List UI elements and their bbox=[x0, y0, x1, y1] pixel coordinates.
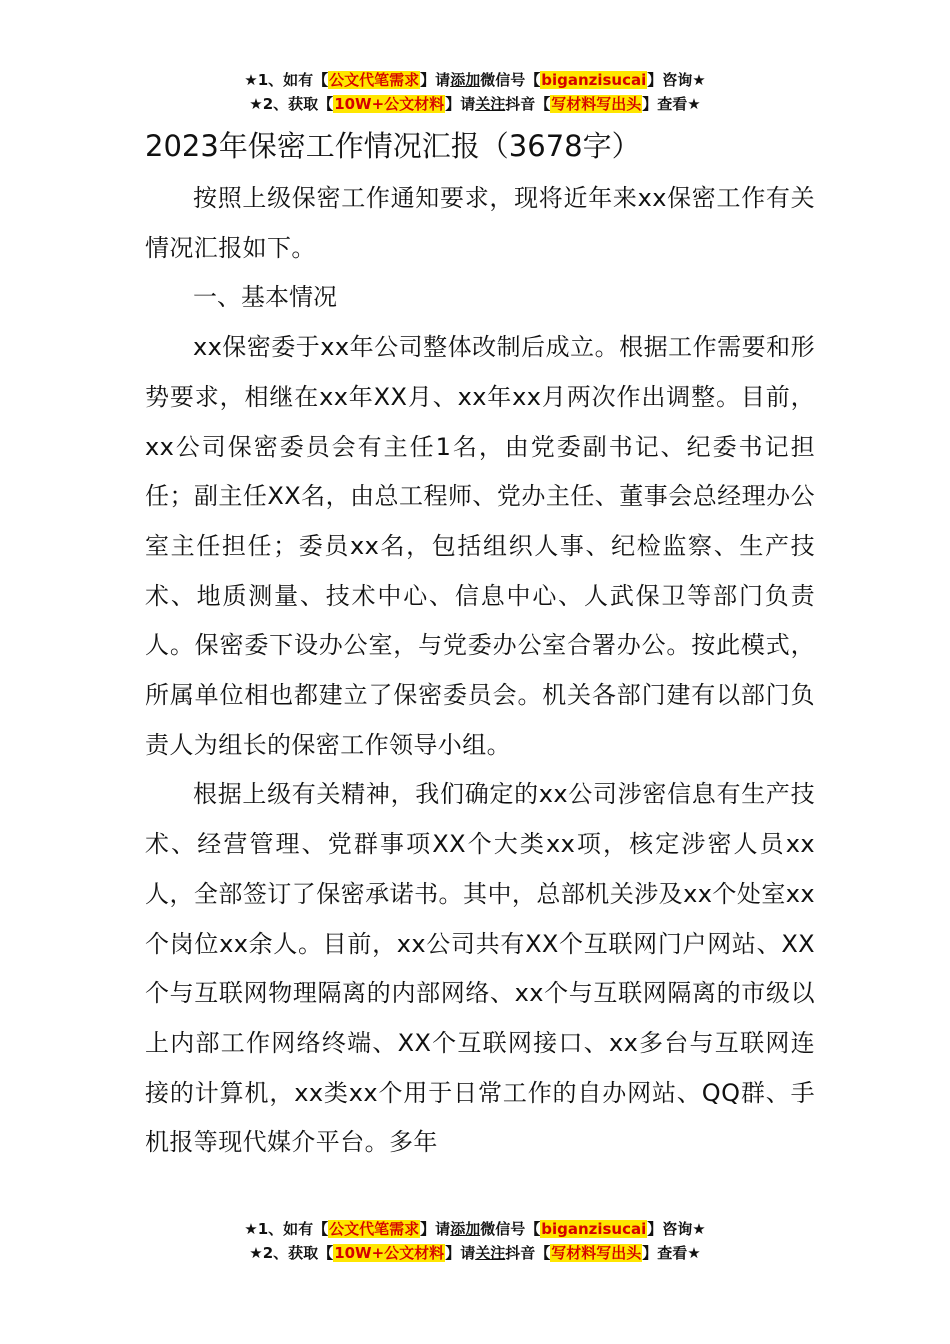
header-banner bbox=[0, 68, 950, 116]
banner-line-1 bbox=[0, 68, 950, 92]
banner-text: 】请 bbox=[420, 71, 451, 89]
footer-banner bbox=[0, 1217, 950, 1265]
banner-text: 】请 bbox=[445, 1244, 476, 1262]
banner-text: ★1、如有【 bbox=[244, 1220, 329, 1238]
section-heading: 一、基本情况 bbox=[193, 283, 337, 312]
banner-highlight: 10W+公文材料 bbox=[334, 1244, 445, 1262]
intro-paragraph: 按照上级保密工作通知要求，现将近年来xx保密工作有关情况汇报如下。 bbox=[145, 184, 815, 262]
banner-line-2 bbox=[0, 92, 950, 116]
banner-highlight: biganzisucai bbox=[541, 71, 647, 89]
banner-highlight: 10W+公文材料 bbox=[334, 95, 445, 113]
banner-text: 】请 bbox=[445, 95, 476, 113]
document-body bbox=[145, 122, 815, 1168]
banner-line-1 bbox=[0, 1217, 950, 1241]
banner-line-2 bbox=[0, 1241, 950, 1265]
banner-underline: 关注 bbox=[475, 95, 506, 113]
banner-text: 】查看★ bbox=[642, 95, 701, 113]
banner-text: ★1、如有【 bbox=[244, 71, 329, 89]
banner-text: ★2、获取【 bbox=[249, 95, 334, 113]
banner-text: 】查看★ bbox=[642, 1244, 701, 1262]
banner-underline: 关注 bbox=[475, 1244, 506, 1262]
banner-text: 】请 bbox=[420, 1220, 451, 1238]
banner-text: 】咨询★ bbox=[647, 1220, 706, 1238]
banner-text: 】咨询★ bbox=[647, 71, 706, 89]
banner-text: 微信号【 bbox=[480, 71, 541, 89]
banner-text: 微信号【 bbox=[480, 1220, 541, 1238]
banner-highlight: 写材料写出头 bbox=[551, 1244, 642, 1262]
banner-text: 抖音【 bbox=[505, 1244, 551, 1262]
banner-underline: 添加 bbox=[450, 71, 481, 89]
body-paragraph-1: xx保密委于xx年公司整体改制后成立。根据工作需要和形势要求，相继在xx年XX月、xx年xx月两次作出调整。目前，xx公司保密委员会有主任1名，由党委副书记、纪委书记担任；副主任XX名，由总工程师、党办主任、董事会总经理办公室主任担任；委员xx名，包括组织人事、纪检监察、生产技术、地质测量、技术中心、信息中心、人武保卫等部门负责人。保密委下设办公室，与党委办公室合署办公。按此模式，所属单位相也都建立了保密委员会。机关各部门建有以部门负责人为组长的保密工作领导小组。 bbox=[145, 333, 815, 759]
banner-highlight: 写材料写出头 bbox=[551, 95, 642, 113]
banner-highlight: 公文代笔需求 bbox=[329, 71, 420, 89]
banner-highlight: biganzisucai bbox=[541, 1220, 647, 1238]
banner-underline: 添加 bbox=[450, 1220, 481, 1238]
banner-text: ★2、获取【 bbox=[249, 1244, 334, 1262]
document-title: 2023年保密工作情况汇报（3678字） bbox=[145, 129, 641, 163]
banner-text: 抖音【 bbox=[505, 95, 551, 113]
banner-highlight: 公文代笔需求 bbox=[329, 1220, 420, 1238]
body-paragraph-2: 根据上级有关精神，我们确定的xx公司涉密信息有生产技术、经营管理、党群事项XX个大类xx项，核定涉密人员xx人，全部签订了保密承诺书。其中，总部机关涉及xx个处室xx个岗位xx余人。目前，xx公司共有XX个互联网门户网站、XX个与互联网物理隔离的内部网络、xx个与互联网隔离的市级以上内部工作网络终端、XX个互联网接口、xx多台与互联网连接的计算机，xx类xx个用于日常工作的自办网站、QQ群、手机报等现代媒介平台。多年 bbox=[145, 780, 815, 1157]
